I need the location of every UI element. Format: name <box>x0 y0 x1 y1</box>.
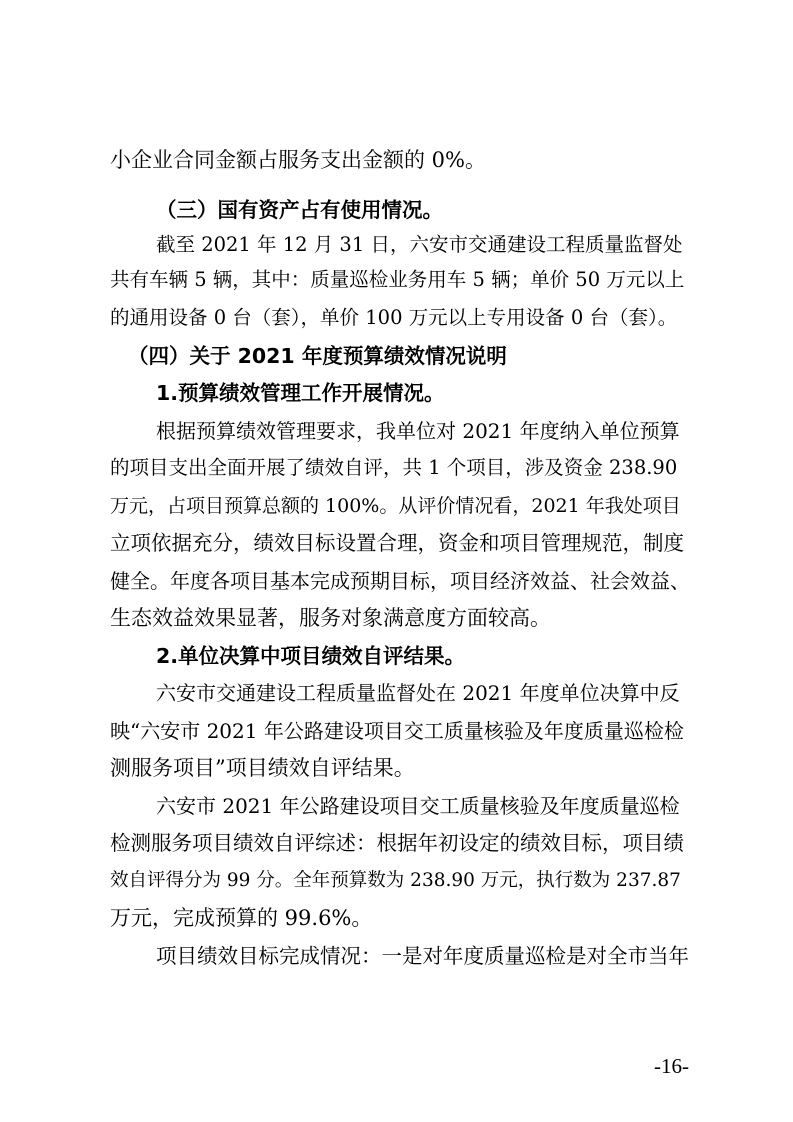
body-text-line: 项目绩效目标完成情况：一是对年度质量巡检是对全市当年 <box>156 944 689 968</box>
body-text-line: 六安市交通建设工程质量监督处在 2021 年度单位决算中反 <box>156 681 680 705</box>
body-text-line: 根据预算绩效管理要求，我单位对 2021 年度纳入单位预算 <box>156 419 680 443</box>
body-text-line: 健全。年度各项目基本完成预期目标，项目经济效益、社会效益、 <box>110 569 690 593</box>
body-text-line: 万元，完成预算的 99.6%。 <box>110 906 373 930</box>
body-text-line: 效自评得分为 99 分。全年预算数为 238.90 万元，执行数为 237.87 <box>110 870 681 891</box>
body-text-line: 共有车辆 5 辆，其中：质量巡检业务用车 5 辆；单价 50 万元以上 <box>110 268 685 291</box>
body-text-line: 的通用设备 0 台（套），单价 100 万元以上专用设备 0 台（套）。 <box>110 306 678 329</box>
section-heading: （四）关于 2021 年度预算绩效情况说明 <box>128 344 507 368</box>
body-text-line: 生态效益效果显著，服务对象满意度方面较高。 <box>110 606 551 630</box>
body-text-line: 小企业合同金额占服务支出金额的 0%。 <box>110 148 486 172</box>
body-text-line: 映“六安市 2021 年公路建设项目交工质量核验及年度质量巡检检 <box>110 719 684 743</box>
body-text-line: 万元，占项目预算总额的 100%。从评价情况看，2021 年我处项目 <box>110 495 681 517</box>
page-number: -16- <box>654 1054 689 1078</box>
section-heading: （三）国有资产占有使用情况。 <box>156 198 443 222</box>
body-text-line: 六安市 2021 年公路建设项目交工质量核验及年度质量巡检 <box>156 794 680 818</box>
body-text-line: 截至 2021 年 12 月 31 日，六安市交通建设工程质量监督处 <box>156 233 683 256</box>
body-text-line: 检测服务项目绩效自评综述：根据年初设定的绩效目标，项目绩 <box>110 831 684 855</box>
body-text-line: 的项目支出全面开展了绩效自评，共 1 个项目，涉及资金 238.90 <box>110 456 678 479</box>
subsection-heading: 1.预算绩效管理工作开展情况。 <box>156 381 445 405</box>
body-text-line: 测服务项目”项目绩效自评结果。 <box>110 756 415 780</box>
subsection-heading: 2.单位决算中项目绩效自评结果。 <box>156 644 466 668</box>
body-text-line: 立项依据充分，绩效目标设置合理，资金和项目管理规范，制度 <box>110 531 684 555</box>
